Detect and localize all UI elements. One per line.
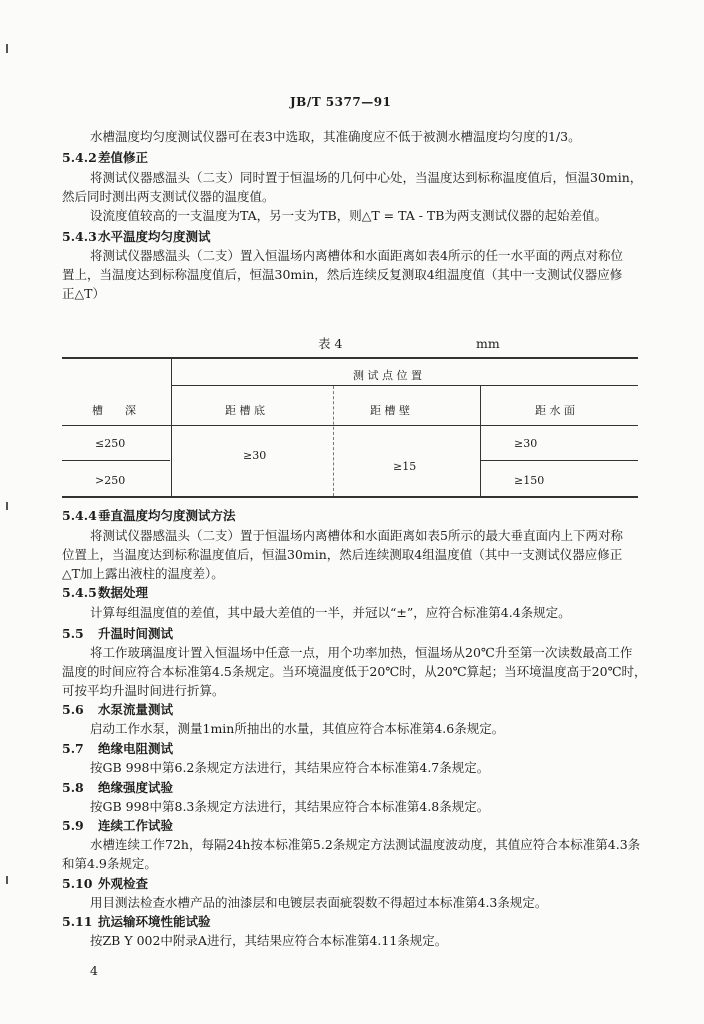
section-5-4-5-heading	[62, 585, 148, 601]
section-5-8-heading	[62, 780, 173, 796]
intro-paragraph: 水槽温度均匀度测试仪器可在表3中选取，其准确度应不低于被测水槽温度均匀度的1/3。	[90, 129, 581, 144]
paragraph: 将测试仪器感温头（二支）置于恒温场内离槽体和水面距离如表5所示的最大垂直面内上下两对称	[90, 528, 623, 543]
table-col-header-bottom: 距 槽 底	[225, 404, 265, 417]
table-column-separator	[480, 386, 481, 496]
section-number: 5.4.3	[62, 229, 97, 244]
section-title: 水泵流量测试	[98, 702, 174, 717]
table-group-rule	[172, 385, 638, 386]
section-title: 抗运输环境性能试验	[98, 914, 211, 929]
section-number: 5.4.2	[62, 150, 97, 165]
section-title: 水平温度均匀度测试	[98, 229, 211, 244]
paragraph: 启动工作水泵，测量1min所抽出的水量，其值应符合本标准第4.6条规定。	[90, 721, 505, 736]
section-title: 垂直温度均匀度测试方法	[98, 508, 236, 523]
section-number: 5.9	[62, 818, 84, 833]
section-5-10-heading	[62, 876, 148, 892]
section-number: 5.4.4	[62, 508, 97, 523]
section-number: 5.11	[62, 914, 93, 929]
scan-mark	[6, 876, 8, 884]
section-number: 5.10	[62, 876, 93, 891]
paragraph: 位置上，当温度达到标称温度值后，恒温30min，然后连续测取4组温度值（其中一支测试仪器应修正	[62, 547, 623, 562]
page-header-code: JB/T 5377—91	[290, 95, 392, 109]
section-number: 5.5	[62, 626, 84, 641]
paragraph: 温度的时间应符合本标准第4.5条规定。当环境温度低于20℃时，从20℃算起；当环境温度高于20℃时，	[62, 664, 647, 679]
section-title: 绝缘电阻测试	[98, 741, 174, 756]
table-row-divider-right	[480, 460, 638, 461]
table-cell: ≥150	[514, 474, 545, 487]
table-col-header-surface: 距 水 面	[535, 404, 575, 417]
paragraph: 然后同时测出两支测试仪器的温度值。	[62, 189, 275, 204]
section-5-7-heading	[62, 741, 173, 757]
page-number: 4	[90, 963, 98, 978]
section-5-6-heading	[62, 702, 173, 718]
paragraph: 可按平均升温时间进行折算。	[62, 683, 225, 698]
table-column-separator	[171, 358, 172, 496]
paragraph: 用目测法检查水槽产品的油漆层和电镀层表面疵裂数不得超过本标准第4.3条规定。	[90, 895, 548, 910]
section-title: 数据处理	[98, 585, 149, 600]
table-bottom-rule	[62, 496, 638, 498]
paragraph: △T加上露出液柱的温度差）。	[62, 566, 224, 581]
scan-mark	[6, 502, 8, 510]
table-cell: ≥30	[514, 437, 538, 450]
table-header-rule	[62, 425, 638, 426]
table-col-header-tank-depth: 槽 深	[92, 404, 136, 417]
section-title: 外观检查	[98, 876, 149, 891]
paragraph: 置上，当温度达到标称温度值后，恒温30min，然后连续反复测取4组温度值（其中一支测试仪器应修	[62, 267, 623, 282]
table-cell: ≤250	[95, 437, 126, 450]
table-col-header-wall: 距 槽 壁	[370, 404, 410, 417]
paragraph: 水槽连续工作72h，每隔24h按本标准第5.2条规定方法测试温度波动度，其值应符合本标准第4.3条	[90, 837, 641, 852]
table-row-divider-left	[62, 460, 170, 461]
paragraph: 设流度值较高的一支温度为TA，另一支为TB，则△T = TA - TB为两支测试仪器的起始差值。	[90, 208, 607, 223]
scan-mark	[6, 44, 8, 53]
paragraph: 将测试仪器感温头（二支）同时置于恒温场的几何中心处，当温度达到标称温度值后，恒温30min，	[90, 170, 643, 185]
table-group-header: 测 试 点 位 置	[353, 369, 422, 382]
table-cell: ≥30	[243, 449, 267, 462]
section-number: 5.7	[62, 741, 84, 756]
table-cell: >250	[95, 474, 126, 487]
paragraph: 按ZB Y 002中附录A进行，其结果应符合本标准第4.11条规定。	[90, 933, 448, 948]
section-title: 差值修正	[98, 150, 149, 165]
section-title: 升温时间测试	[98, 626, 174, 641]
section-5-11-heading	[62, 914, 211, 930]
section-number: 5.8	[62, 780, 84, 795]
section-5-4-2-heading	[62, 150, 148, 166]
paragraph: 计算每组温度值的差值，其中最大差值的一半，并冠以“±”，应符合标准第4.4条规定。	[90, 605, 571, 620]
paragraph: 将测试仪器感温头（二支）置入恒温场内离槽体和水面距离如表4所示的任一水平面的两点对称位	[90, 248, 623, 263]
section-title: 绝缘强度试验	[98, 780, 174, 795]
paragraph: 正△T）	[62, 286, 105, 301]
table-unit: mm	[476, 336, 500, 351]
paragraph: 将工作玻璃温度计置入恒温场中任意一点，用个功率加热，恒温场从20℃升至第一次读数最高工作	[90, 645, 633, 660]
section-number: 5.6	[62, 702, 84, 717]
table-title: 表 4	[318, 336, 343, 351]
table-top-rule	[62, 357, 638, 359]
section-5-4-3-heading	[62, 229, 211, 245]
section-5-5-heading	[62, 626, 173, 642]
table-column-separator	[333, 386, 334, 496]
section-5-4-4-heading	[62, 508, 236, 524]
section-number: 5.4.5	[62, 585, 97, 600]
paragraph: 按GB 998中第8.3条规定方法进行，其结果应符合本标准第4.8条规定。	[90, 799, 490, 814]
paragraph: 按GB 998中第6.2条规定方法进行，其结果应符合本标准第4.7条规定。	[90, 760, 490, 775]
section-5-9-heading	[62, 818, 173, 834]
paragraph: 和第4.9条规定。	[62, 856, 157, 871]
section-title: 连续工作试验	[98, 818, 174, 833]
table-cell: ≥15	[393, 460, 417, 473]
